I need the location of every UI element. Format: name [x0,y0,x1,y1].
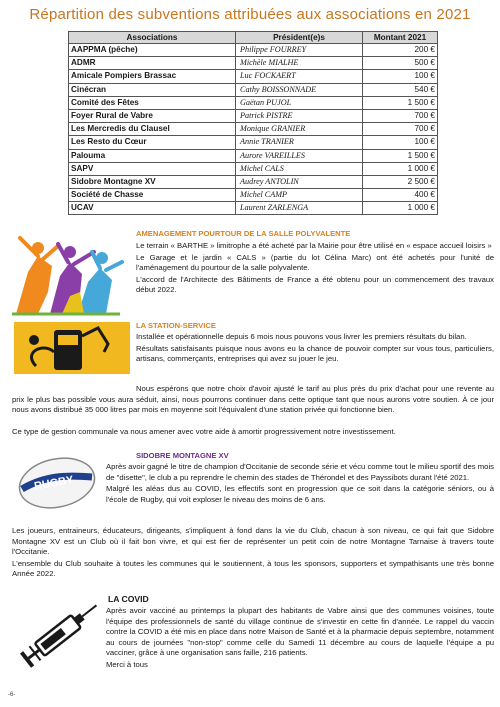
rugby-paragraph: L'ensemble du Club souhaite à toutes les communes qui le soutiennent, à tous les sponsors, supporters et sympathisants une très bonne Année 2022. [12,558,494,579]
gas-pump-illustration [14,322,130,374]
association-cell: Comité des Fêtes [69,96,236,109]
salle-text [136,241,494,297]
dancers-illustration [8,232,126,316]
amount-cell: 400 € [363,189,438,202]
president-cell: Michel CAMP [236,189,363,202]
covid-paragraph: Merci à tous [106,659,148,669]
covid-text [106,606,494,672]
amount-cell: 100 € [363,136,438,149]
president-cell: Aurore VAREILLES [236,149,363,162]
president-cell: Gaëtan PUJOL [236,96,363,109]
rugby-intro [106,462,494,506]
col-header-associations: Associations [69,32,236,44]
table-row [69,136,438,149]
rugby-paragraph: Malgré les aléas dus au COVID, les effectifs sont en progression que ce soit dans la catégorie séniors, ou à l'école de Rugby, qui voit exploser le niveau des moins de 6 ans. [106,484,494,504]
association-cell: Palouma [69,149,236,162]
association-cell: Foyer Rural de Vabre [69,109,236,122]
association-cell: Les Resto du Cœur [69,136,236,149]
subsidies-table [68,31,438,215]
rugby-heading: SIDOBRE MONTAGNE XV [136,451,229,460]
table-row [69,162,438,175]
president-cell: Audrey ANTOLIN [236,175,363,188]
station-intro [136,332,494,366]
association-cell: Les Mercredis du Clausel [69,123,236,136]
station-paragraph: Résultats satisfaisants puisque nous avons eu la chance de pouvoir compter sur vous tous, particuliers, artisans, commerçants, entreprises qui avez su jouer le jeu. [136,343,494,364]
station-paragraph: Installée et opérationnelle depuis 6 mois nous pouvons vous livrer les premiers résultats du bilan. [136,332,467,341]
page-title: Répartition des subventions attribuées aux associations en 2021 [29,6,471,23]
syringe-icon [16,594,106,672]
table-row [69,175,438,188]
salle-paragraph: Le terrain « BARTHE » limitrophe a été acheté par la Mairie pour être utilisé en « espace accueil loisirs » [136,241,492,250]
rugby-ball-label: RUGBY [33,474,75,493]
table-header-row [69,32,438,44]
amount-cell: 500 € [363,57,438,70]
covid-heading: LA COVID [108,594,149,604]
amount-cell: 1 500 € [363,96,438,109]
table-row [69,44,438,57]
station-paragraph: Nous espérons que notre choix d'avoir ajusté le tarif au plus près du prix d'achat pour une revente au prix le plus bas possible vous aura séduit, ainsi, nous pourrons continuer dans cette optique tant que nous aurons votre soutien. À ce jour nous avons distribué 35 000 litres par mois en moyenne soit l'équivalent d'une station privée qui fonctionne bien. [12,384,494,415]
president-cell: Annie TRANIER [236,136,363,149]
president-cell: Michel CALS [236,162,363,175]
amount-cell: 700 € [363,109,438,122]
amount-cell: 200 € [363,44,438,57]
amount-cell: 100 € [363,70,438,83]
association-cell: Société de Chasse [69,189,236,202]
salle-paragraph: Le Garage et le jardin « CALS » (partie du lot Célina Marc) ont été achetés pour l'unité de l'aménagement du pourtour de la salle polyvalente. [136,252,494,273]
table-row [69,96,438,109]
table-row [69,57,438,70]
amount-cell: 1 000 € [363,162,438,175]
president-cell: Patrick PISTRE [236,109,363,122]
table-row [69,83,438,96]
president-cell: Laurent ZARLENGA [236,202,363,215]
amount-cell: 2 500 € [363,175,438,188]
association-cell: AAPPMA (pêche) [69,44,236,57]
president-cell: Michèle MIALHE [236,57,363,70]
table-row [69,149,438,162]
salle-heading: AMENAGEMENT POURTOUR DE LA SALLE POLYVALENTE [136,229,351,238]
amount-cell: 700 € [363,123,438,136]
table-row [69,123,438,136]
amount-cell: 540 € [363,83,438,96]
table-row [69,202,438,215]
station-paragraph: Ce type de gestion communale va nous amener avec votre aide à amortir progressivement notre investissement. [12,427,396,436]
president-cell: Cathy BOISSONNADE [236,83,363,96]
president-cell: Luc FOCKAERT [236,70,363,83]
association-cell: Sidobre Montagne XV [69,175,236,188]
table-row [69,109,438,122]
station-heading: LA STATION-SERVICE [136,321,216,330]
president-cell: Monique GRANIER [236,123,363,136]
rugby-ball-image [16,453,98,513]
salle-paragraph: L'accord de l'Architecte des Bâtiments de France a été obtenu pour un commencement des travaux début 2022. [136,274,494,295]
association-cell: UCAV [69,202,236,215]
col-header-amount: Montant 2021 [363,32,438,44]
table-row [69,189,438,202]
covid-paragraph: Après avoir vacciné au printemps la plupart des habitants de Vabre ainsi que des communes voisines, toute l'équipe des professionnels de santé du village continue de s'investir en cette fin d'année. Le rappel du vaccin contre la COVID a été mis en place dans notre Maison de Santé et à la pharmacie depuis septembre, notamment au cours de journées "non-stop" comme celle du Samedi 11 décembre au cours de laquelle l'équipe a pu vacciner, grâce à une organisation sans faille, 216 patients. [106,606,494,658]
association-cell: ADMR [69,57,236,70]
col-header-presidents: Président(e)s [236,32,363,44]
page-number: -6- [8,692,16,698]
association-cell: Amicale Pompiers Brassac [69,70,236,83]
rugby-paragraph: Les joueurs, entraineurs, éducateurs, dirigeants, s'impliquent à fond dans la vie du Club, chacun à son niveau, ce qui fait que Sidobre Montagne XV est un Club où il fait bon vivre, et qui est fier de représenter un petit coin de notre Montagne Tarnaise à travers toute l'Occitanie. [12,526,494,557]
rugby-outro [12,526,494,581]
amount-cell: 1 000 € [363,202,438,215]
rugby-paragraph: Après avoir gagné le titre de champion d'Occitanie de seconde série et vécu comme tout le milieu sportif des mois de "disette", le club a pu reprendre le chemin des stades de Thérondel et des Payssibots durant l'été 2021. [106,462,494,482]
association-cell: Cinécran [69,83,236,96]
table-row [69,70,438,83]
president-cell: Philippe FOURREY [236,44,363,57]
association-cell: SAPV [69,162,236,175]
amount-cell: 1 500 € [363,149,438,162]
